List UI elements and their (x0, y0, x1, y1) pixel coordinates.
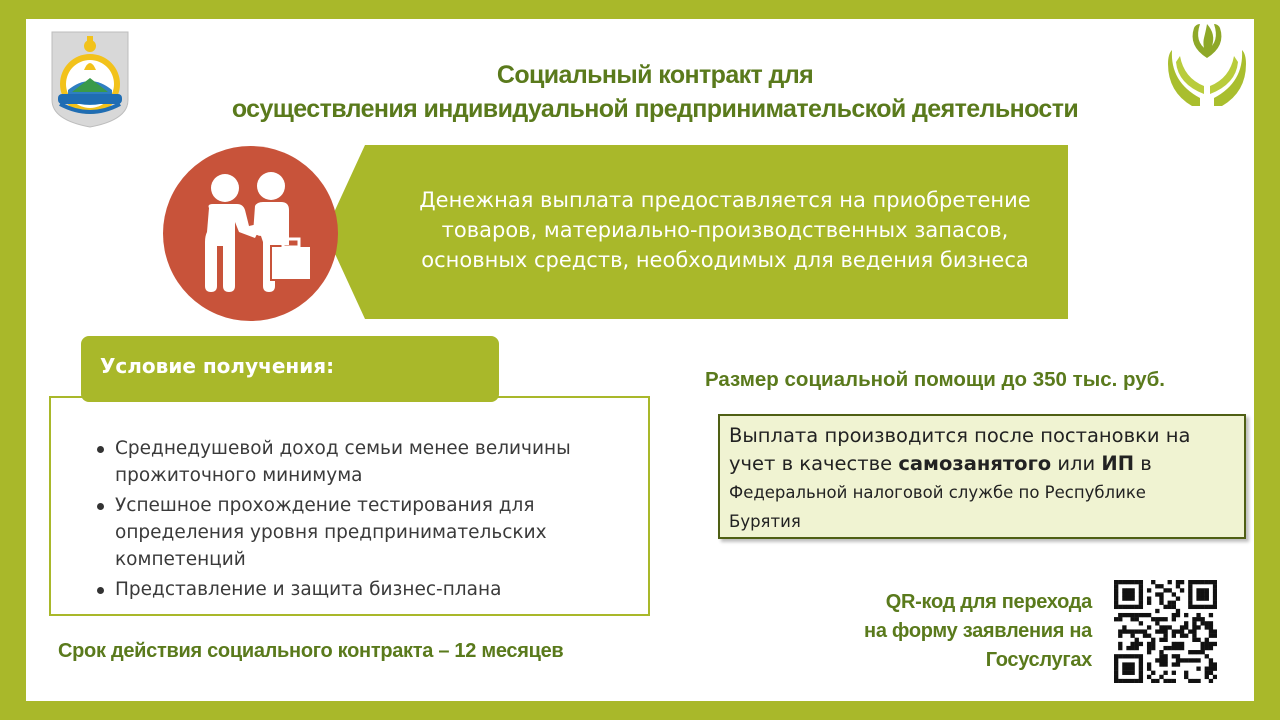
payment-line-2-part: или (1051, 452, 1102, 475)
coat-of-arms-icon (50, 30, 130, 128)
page-title (150, 58, 1160, 126)
bullet-icon (97, 446, 104, 453)
condition-text: Успешное прохождение тестирования для определения уровня предпринимательских компетенций (115, 495, 547, 570)
list-item (95, 576, 635, 603)
payment-line-2 (729, 450, 1239, 478)
qr-caption-line-2: на форму заявления на (864, 620, 1092, 642)
conditions-heading-tab (81, 336, 499, 402)
contract-term-text: Срок действия социального контракта – 12 месяцев (58, 640, 564, 662)
payment-line-2-part: в (1134, 452, 1152, 475)
payment-note-box (718, 414, 1246, 539)
banner-line-2: товаров, материально-производственных запасов, (441, 218, 1009, 242)
bullet-icon (97, 587, 104, 594)
qr-code-icon[interactable] (1114, 580, 1217, 683)
payment-line-4: Бурятия (729, 512, 801, 531)
ip-label: ИП (1101, 452, 1135, 475)
conditions-list (95, 435, 635, 606)
banner-text (385, 185, 1065, 275)
condition-text: Среднедушевой доход семьи менее величины прожиточного минимума (115, 438, 571, 486)
info-banner (325, 145, 1068, 319)
handshake-icon (163, 146, 338, 321)
banner-line-3: основных средств, необходимых для ведения бизнеса (421, 248, 1029, 272)
payment-line-3: Федеральной налоговой службе по Республике (729, 483, 1146, 502)
payment-note (729, 422, 1239, 536)
bullet-icon (97, 503, 104, 510)
conditions-heading: Условие получения: (100, 354, 335, 378)
title-line-1: Социальный контракт для (496, 61, 814, 89)
payment-line-1: Выплата производится после постановки на (729, 424, 1191, 447)
condition-text: Представление и защита бизнес-плана (115, 579, 502, 600)
self-employed-label: самозанятого (898, 452, 1052, 475)
qr-caption-line-1: QR-код для перехода (885, 591, 1092, 613)
list-item (95, 435, 635, 489)
title-line-2: осуществления индивидуальной предпринимательской деятельности (231, 95, 1079, 123)
qr-caption (800, 588, 1092, 675)
qr-caption-line-3: Госуслугах (985, 649, 1092, 671)
banner-line-1: Денежная выплата предоставляется на приобретение (419, 188, 1031, 212)
list-item (95, 492, 635, 573)
payment-line-2-part: учет в качестве (729, 452, 899, 475)
aid-size-text: Размер социальной помощи до 350 тыс. руб. (705, 368, 1165, 391)
hands-logo-icon (1166, 20, 1248, 110)
